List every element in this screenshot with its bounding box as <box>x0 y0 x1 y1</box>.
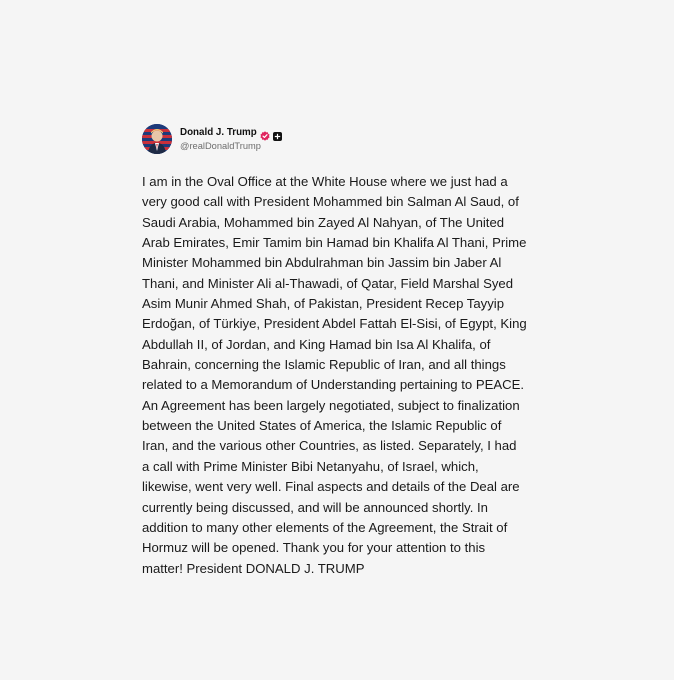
post-body-text: I am in the Oval Office at the White House where we just had a very good call with President Mohammed bin Salman Al Saud, of Saudi Arabia, Mohammed bin Zayed Al Nahyan, of The United Arab Emirates, Emir Tamim bin Hamad bin Khalifa Al Thani, Prime Minister Mohammed bin Abdulrahman bin Jassim bin Jaber Al Thani, and Minister Ali al-Thawadi, of Qatar, Field Marshal Syed Asim Munir Ahmed Shah, of Pakistan, President Recep Tayyip Erdoğan, of Türkiye, President Abdel Fattah El-Sisi, of Egypt, King Abdullah II, of Jordan, and King Hamad bin Isa Al Khalifa, of Bahrain, concerning the Islamic Republic of Iran, and all things related to a Memorandum of Understanding pertaining to PEACE. An Agreement has been largely negotiated, subject to finalization between the United States of America, the Islamic Republic of Iran, and the various other Countries, as listed. Separately, I had a call with Prime Minister Bibi Netanyahu, of Israel, which, likewise, went very well. Final aspects and details of the Deal are currently being discussed, and will be announced shortly. In addition to many other elements of the Agreement, the Strait of Hormuz will be opened. Thank you for your attention to this matter! President DONALD J. TRUMP <box>142 174 527 576</box>
verified-check-icon <box>260 128 270 138</box>
author-handle[interactable]: @realDonaldTrump <box>180 141 261 151</box>
author-name-row <box>180 125 282 140</box>
plus-badge-icon <box>273 128 282 137</box>
post-header <box>142 124 282 154</box>
avatar[interactable] <box>142 124 172 154</box>
post-card <box>124 108 550 576</box>
author-identity <box>180 125 282 153</box>
author-display-name[interactable]: Donald J. Trump <box>180 127 257 138</box>
